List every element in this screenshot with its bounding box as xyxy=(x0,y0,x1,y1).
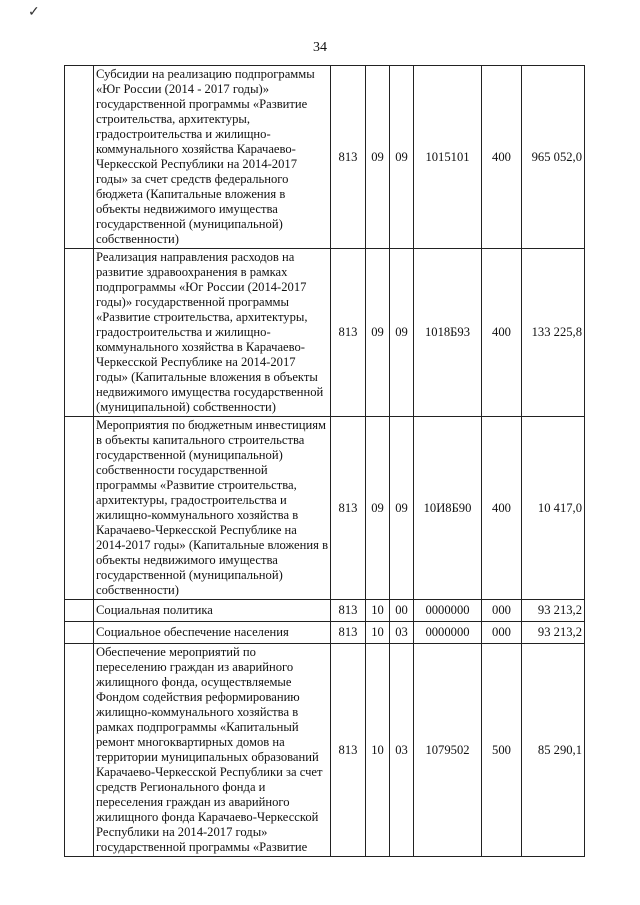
subsection-code-cell: 03 xyxy=(390,644,414,857)
expense-name-cell: Обеспечение мероприятий по переселению граждан из аварийного жилищного фонда, осуществляемые Фондом содействия реформированию жилищно-коммунального хозяйства в рамках подпрограммы «Капитальный ремонт многоквартирных домов на территории муниципальных образований Карачаево-Черкесской Республики за счет средств Регионального фонда и переселения граждан из аварийного жилищного фонда Карачаево-Черкесской Республики на 2014-2017 годы» государственной программы «Развитие xyxy=(94,644,331,857)
expense-name-cell: Мероприятия по бюджетным инвестициям в объекты капитального строительства государственной (муниципальной) собственности государственной программы «Развитие строительства, архитектуры, градостроительства и жилищно-коммунального хозяйства в Карачаево-Черкесской Республике на 2014-2017 годы» (Капитальные вложения в объекты недвижимого имущества государственной (муниципальной) собственности) xyxy=(94,417,331,600)
subsection-code-cell: 09 xyxy=(390,249,414,417)
expense-type-cell: 000 xyxy=(482,622,522,644)
expense-type-cell: 000 xyxy=(482,600,522,622)
subsection-code-cell: 00 xyxy=(390,600,414,622)
target-article-cell: 1015101 xyxy=(414,66,482,249)
ministry-code-cell: 813 xyxy=(331,600,366,622)
table-row xyxy=(65,417,585,600)
row-index-cell xyxy=(65,249,94,417)
ministry-code-cell: 813 xyxy=(331,417,366,600)
section-code-cell: 10 xyxy=(366,622,390,644)
expense-name-cell: Субсидии на реализацию подпрограммы «Юг России (2014 - 2017 годы)» государственной программы «Развитие строительства, архитектуры, градостроительства и жилищно-коммунального хозяйства Карачаево-Черкесской Республики на 2014-2017 годы» за счет средств федерального бюджета (Капитальные вложения в объекты недвижимого имущества государственной (муниципальной) собственности) xyxy=(94,66,331,249)
target-article-cell: 1018Б93 xyxy=(414,249,482,417)
amount-cell: 85 290,1 xyxy=(522,644,585,857)
expense-name-cell: Социальное обеспечение населения xyxy=(94,622,331,644)
ministry-code-cell: 813 xyxy=(331,622,366,644)
table-row xyxy=(65,249,585,417)
budget-table xyxy=(64,65,585,857)
row-index-cell xyxy=(65,622,94,644)
subsection-code-cell: 09 xyxy=(390,66,414,249)
target-article-cell: 0000000 xyxy=(414,622,482,644)
expense-type-cell: 400 xyxy=(482,66,522,249)
expense-name-cell: Социальная политика xyxy=(94,600,331,622)
ministry-code-cell: 813 xyxy=(331,66,366,249)
amount-cell: 10 417,0 xyxy=(522,417,585,600)
subsection-code-cell: 03 xyxy=(390,622,414,644)
table-row xyxy=(65,600,585,622)
expense-type-cell: 400 xyxy=(482,249,522,417)
section-code-cell: 10 xyxy=(366,644,390,857)
amount-cell: 133 225,8 xyxy=(522,249,585,417)
table-row xyxy=(65,66,585,249)
table-row xyxy=(65,622,585,644)
amount-cell: 93 213,2 xyxy=(522,600,585,622)
ministry-code-cell: 813 xyxy=(331,644,366,857)
ministry-code-cell: 813 xyxy=(331,249,366,417)
row-index-cell xyxy=(65,644,94,857)
section-code-cell: 10 xyxy=(366,600,390,622)
expense-type-cell: 500 xyxy=(482,644,522,857)
amount-cell: 965 052,0 xyxy=(522,66,585,249)
target-article-cell: 10И8Б90 xyxy=(414,417,482,600)
table-row xyxy=(65,644,585,857)
check-mark-icon: ✓ xyxy=(28,5,40,20)
row-index-cell xyxy=(65,66,94,249)
row-index-cell xyxy=(65,417,94,600)
section-code-cell: 09 xyxy=(366,417,390,600)
section-code-cell: 09 xyxy=(366,249,390,417)
subsection-code-cell: 09 xyxy=(390,417,414,600)
row-index-cell xyxy=(65,600,94,622)
target-article-cell: 0000000 xyxy=(414,600,482,622)
target-article-cell: 1079502 xyxy=(414,644,482,857)
amount-cell: 93 213,2 xyxy=(522,622,585,644)
expense-name-cell: Реализация направления расходов на развитие здравоохранения в рамках подпрограммы «Юг России (2014-2017 годы)» государственной программы «Развитие строительства, архитектуры, градостроительства и жилищно-коммунального хозяйства в Карачаево-Черкесской Республике на 2014-2017 годы» (Капитальные вложения в объекты недвижимого имущества государственной (муниципальной) собственности) xyxy=(94,249,331,417)
page-number: 34 xyxy=(313,40,327,55)
expense-type-cell: 400 xyxy=(482,417,522,600)
section-code-cell: 09 xyxy=(366,66,390,249)
